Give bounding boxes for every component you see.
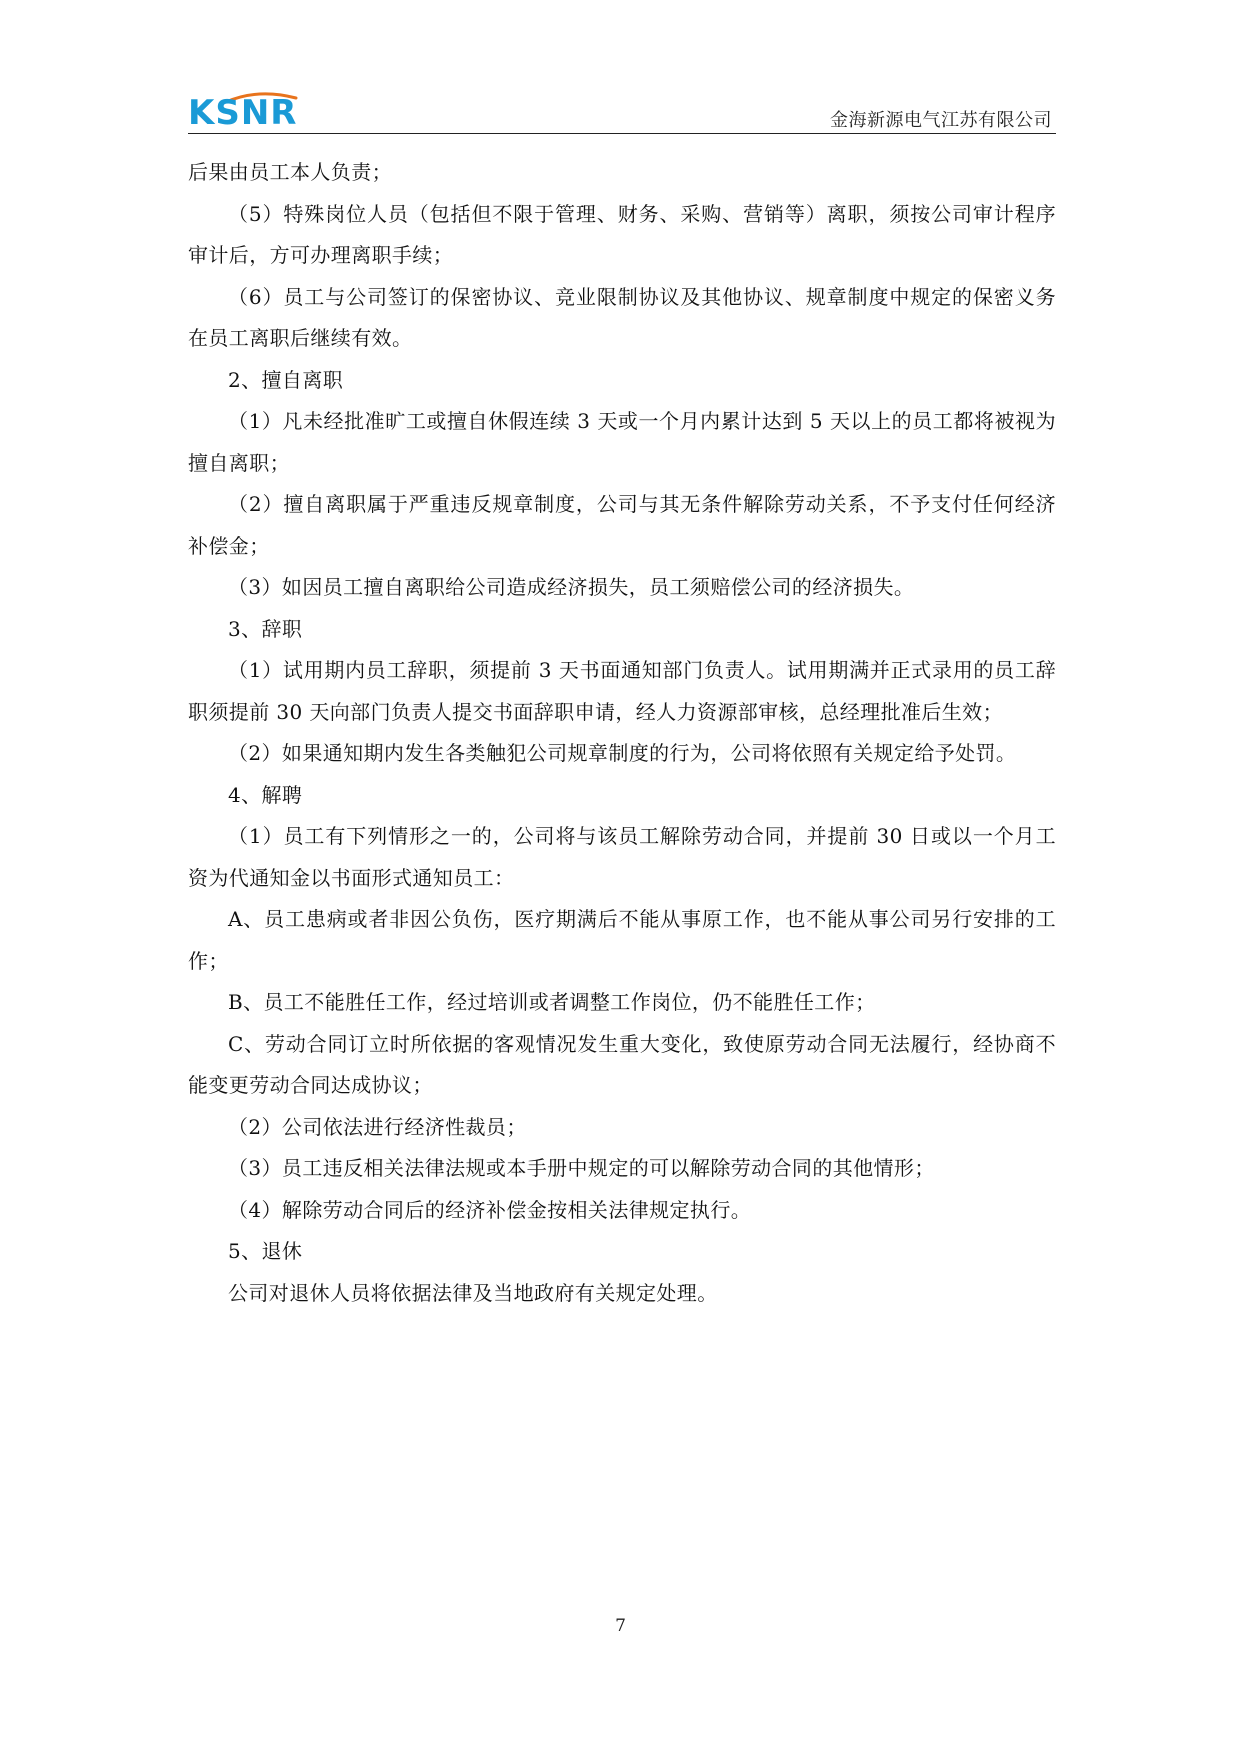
section-heading: 4、解聘 — [228, 782, 303, 807]
section-heading: 3、辞职 — [228, 616, 303, 641]
page-header — [188, 84, 1056, 134]
header-divider — [188, 133, 1056, 134]
paragraph: 公司对退休人员将依据法律及当地政府有关规定处理。 — [228, 1280, 718, 1305]
paragraph: （2）公司依法进行经济性裁员； — [228, 1114, 527, 1139]
paragraph: C、劳动合同订立时所依据的客观情况发生重大变化，致使原劳动合同无法履行，经协商不能变更劳动合同达成协议； — [188, 1031, 1056, 1097]
logo-lettering: KSNR — [188, 93, 298, 128]
company-logo — [188, 90, 336, 128]
paragraph: （1）凡未经批准旷工或擅自休假连续 3 天或一个月内累计达到 5 天以上的员工都将被视为擅自离职； — [188, 409, 1056, 475]
paragraph: B、员工不能胜任工作，经过培训或者调整工作岗位，仍不能胜任工作； — [228, 990, 876, 1014]
section-heading: 5、退休 — [228, 1239, 303, 1263]
paragraph: （2）擅自离职属于严重违反规章制度，公司与其无条件解除劳动关系，不予支付任何经济补偿金； — [188, 492, 1056, 558]
paragraph: 后果由员工本人负责； — [188, 160, 392, 184]
paragraph: （6）员工与公司签订的保密协议、竞业限制协议及其他协议、规章制度中规定的保密义务在员工离职后继续有效。 — [188, 284, 1056, 350]
paragraph: （1）员工有下列情形之一的，公司将与该员工解除劳动合同，并提前 30 日或以一个月工资为代通知金以书面形式通知员工： — [188, 824, 1056, 890]
company-name: 金海新源电气江苏有限公司 — [830, 110, 1052, 131]
paragraph: （5）特殊岗位人员（包括但不限于管理、财务、采购、营销等）离职，须按公司审计程序审计后，方可办理离职手续； — [188, 201, 1056, 267]
page-number: 7 — [615, 1616, 626, 1636]
paragraph: （3）员工违反相关法律法规或本手册中规定的可以解除劳动合同的其他情形； — [228, 1156, 935, 1180]
section-heading: 2、擅自离职 — [228, 367, 344, 392]
paragraph: （2）如果通知期内发生各类触犯公司规章制度的行为，公司将依照有关规定给予处罚。 — [228, 741, 1017, 765]
paragraph: A、员工患病或者非因公负伤，医疗期满后不能从事原工作，也不能从事公司另行安排的工作； — [188, 907, 1056, 973]
document-body — [188, 152, 1056, 1314]
paragraph: （4）解除劳动合同后的经济补偿金按相关法律规定执行。 — [228, 1197, 752, 1222]
paragraph: （1）试用期内员工辞职，须提前 3 天书面通知部门负责人。试用期满并正式录用的员工辞职须提前 30 天向部门负责人提交书面辞职申请，经人力资源部审核，总经理批准后生效； — [188, 658, 1056, 724]
paragraph: （3）如因员工擅自离职给公司造成经济损失，员工须赔偿公司的经济损失。 — [228, 575, 915, 599]
